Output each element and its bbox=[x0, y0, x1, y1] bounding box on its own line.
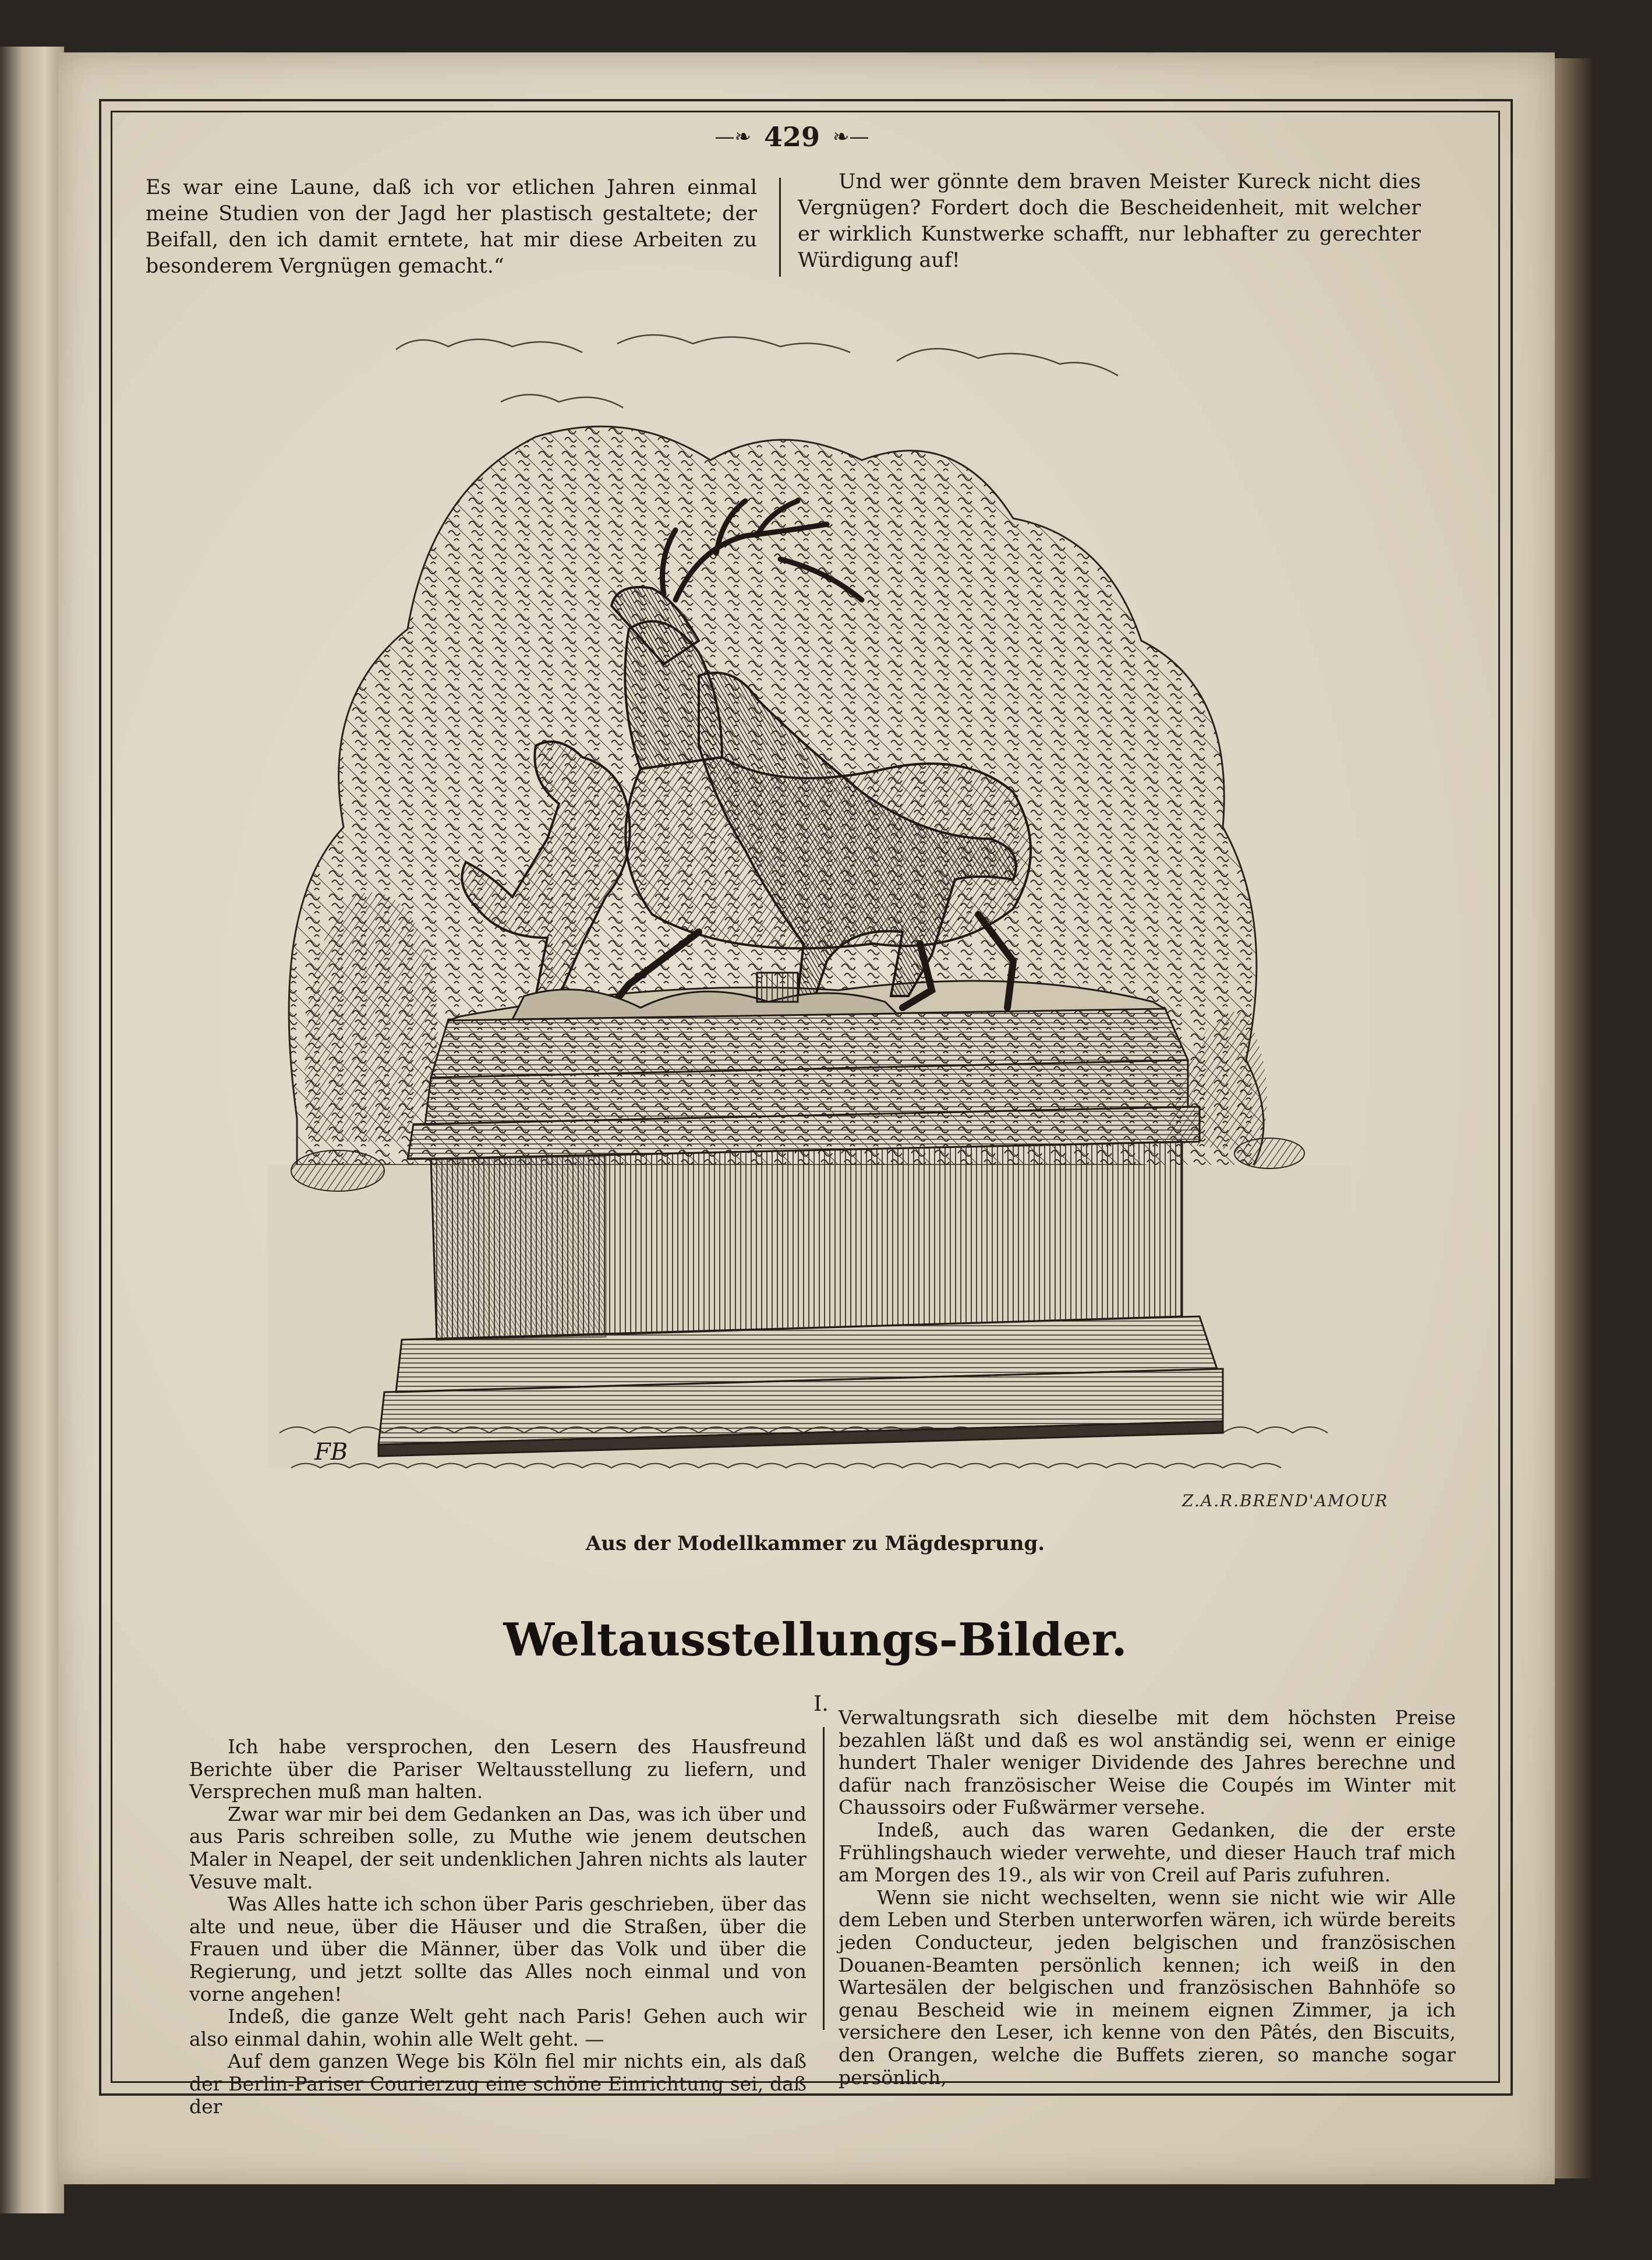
pedestal bbox=[378, 1008, 1223, 1456]
article-left-column bbox=[189, 1736, 806, 2118]
engraver-signature: Z.A.R.BREND'AMOUR bbox=[1182, 1491, 1389, 1510]
page-number: 429 bbox=[763, 121, 820, 153]
paragraph: Zwar war mir bei dem Gedanken an Das, was ich über und aus Paris schreiben solle, zu Muthe wie jenem deutschen Maler in Neapel, der seit undenklichen Jahren nichts als lauter Vesuve malt. bbox=[189, 1802, 806, 1893]
artist-monogram: FB bbox=[314, 1439, 348, 1466]
column-divider bbox=[779, 178, 781, 277]
paragraph: Was Alles hatte ich schon über Paris geschrieben, über das alte und neue, über die Häuser und die Straßen, über die Frauen und über die Männer, über das Volk und über die Regierung, und jetzt sollte das Alles noch einmal und von vorne angehen! bbox=[189, 1892, 806, 2005]
paragraph: Wenn sie nicht wechselten, wenn sie nicht wie wir Alle dem Leben und Sterben unterworfen wären, ich würde bereits jeden Conducteur, jeden belgischen und französischen Douanen-Beamten persönlich kennen; ich weiß in den Wartesälen der belgischen und französischen Bahnhöfe so genau Bescheid wie in meinem eignen Zimmer, ja ich versichere den Leser, ich kenne von den Pâtés, den Biscuits, den Orangen, welche die Buffets zieren, so manche sogar persönlich, bbox=[839, 1885, 1456, 2089]
tree-stump bbox=[757, 973, 798, 1002]
ornament-right: ❧— bbox=[833, 125, 869, 149]
paragraph: Indeß, auch das waren Gedanken, die der erste Frühlingshauch wieder verwehte, und dieser Hauch traf mich am Morgen des 19., als wir von Creil auf Paris zufuhren. bbox=[839, 1818, 1456, 1887]
article-title: Weltausstellungs-Bilder. bbox=[503, 1613, 1127, 1666]
page-header bbox=[687, 116, 897, 157]
section-numeral: I. bbox=[813, 1692, 829, 1716]
paragraph: Indeß, die ganze Welt geht nach Paris! Gehen auch wir also einmal dahin, wohin alle Welt geht. — bbox=[189, 2005, 806, 2050]
paragraph: Und wer gönnte dem braven Meister Kureck nicht dies Vergnügen? Fordert doch die Bescheidenheit, mit welcher er wirklich Kunstwerke schafft, nur lebhafter zu gerechter Würdigung auf! bbox=[798, 170, 1421, 272]
paragraph: Verwaltungsrath sich dieselbe mit dem höchsten Preise bezahlen läßt und daß es wol anständig sei, wenn er einige hundert Thaler weniger Dividende des Jahres berechne und dafür nach französischer Weise die Coupés im Winter mit Chaussoirs oder Fußwärmer versehe. bbox=[839, 1706, 1456, 1819]
book-spine-edge-left bbox=[0, 47, 64, 2213]
paragraph: Ich habe versprochen, den Lesern des Hausfreund Berichte über die Pariser Weltausstellung zu liefern, und Versprechen muß man halten. bbox=[189, 1735, 806, 1803]
paragraph: Es war eine Laune, daß ich vor etlichen Jahren einmal meine Studien von der Jagd her plastisch gestaltete; der Beifall, den ich damit erntete, hat mir diese Arbeiten zu besonderem Vergnügen gemacht.“ bbox=[146, 176, 757, 278]
sky-clouds bbox=[396, 335, 1118, 408]
column-divider bbox=[823, 1727, 825, 2030]
top-left-column bbox=[146, 175, 757, 280]
article-right-column bbox=[839, 1707, 1456, 2089]
ornament-left: —❧ bbox=[714, 125, 751, 149]
paragraph: Auf dem ganzen Wege bis Köln fiel mir nichts ein, als daß der Berlin-Pariser Courierzug eine schöne Einrichtung sei, daß der bbox=[189, 2050, 806, 2118]
engraving-stag-and-hounds-sculpture bbox=[256, 326, 1363, 1503]
top-right-column bbox=[798, 169, 1421, 274]
illustration-caption: Aus der Modellkammer zu Mägdesprung. bbox=[585, 1532, 1045, 1555]
